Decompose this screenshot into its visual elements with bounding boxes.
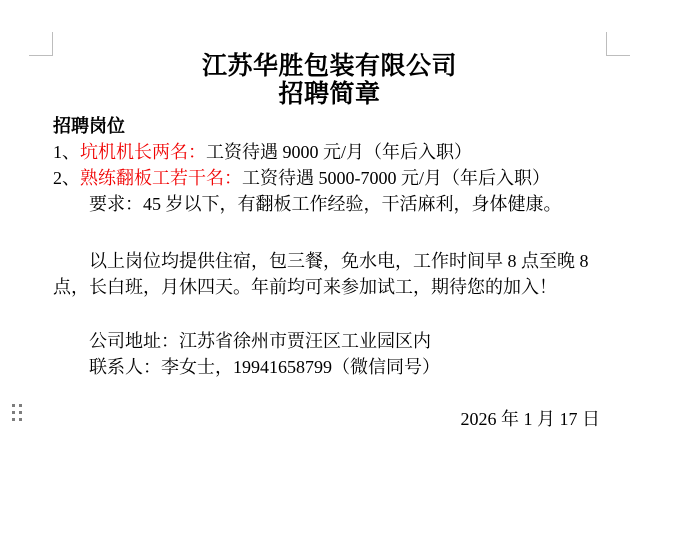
benefits-line-1: 以上岗位均提供住宿，包三餐，免水电，工作时间早 8 点至晚 8: [89, 251, 589, 271]
blank-line: [53, 217, 606, 243]
blank-line: [53, 380, 606, 406]
job-2-title: 熟练翻板工若干名：: [80, 168, 242, 188]
date-line: 2026 年 1 月 17 日: [460, 409, 600, 429]
contact-line: 联系人：李女士，19941658799（微信同号）: [89, 357, 440, 377]
blank-line: [53, 300, 606, 326]
drag-dot: [12, 411, 15, 414]
job-1-detail: 工资待遇 9000 元/月（年后入职）: [206, 142, 472, 162]
page-margin-mark-top-left: [29, 32, 53, 56]
document-body[interactable]: [53, 53, 606, 432]
drag-dot: [19, 418, 22, 421]
document-title-line-1: 江苏华胜包装有限公司: [201, 53, 457, 80]
drag-dot: [19, 404, 22, 407]
address-line: 公司地址：江苏省徐州市贾汪区工业园区内: [89, 331, 431, 351]
benefits-paragraph: [53, 248, 606, 300]
job-line-2: [53, 165, 606, 191]
drag-dot: [19, 411, 22, 414]
job-2-number: 2、: [53, 168, 80, 188]
contact-block: [53, 328, 606, 380]
job-1-number: 1、: [53, 142, 80, 162]
drag-handle-icon[interactable]: [12, 404, 22, 421]
section-heading: 招聘岗位: [53, 116, 125, 136]
benefits-line-2: 点，长白班，月休四天。年前均可来参加试工，期待您的加入！: [53, 277, 557, 297]
page-margin-mark-top-right: [606, 32, 630, 56]
requirement-line: 要求：45 岁以下，有翻板工作经验，干活麻利，身体健康。: [89, 194, 562, 214]
job-1-title: 坑机机长两名：: [80, 142, 206, 162]
document-title-line-2: 招聘简章: [278, 81, 381, 108]
drag-dot: [12, 404, 15, 407]
drag-dot: [12, 418, 15, 421]
job-2-detail: 工资待遇 5000-7000 元/月（年后入职）: [242, 168, 550, 188]
job-line-1: [53, 139, 606, 165]
